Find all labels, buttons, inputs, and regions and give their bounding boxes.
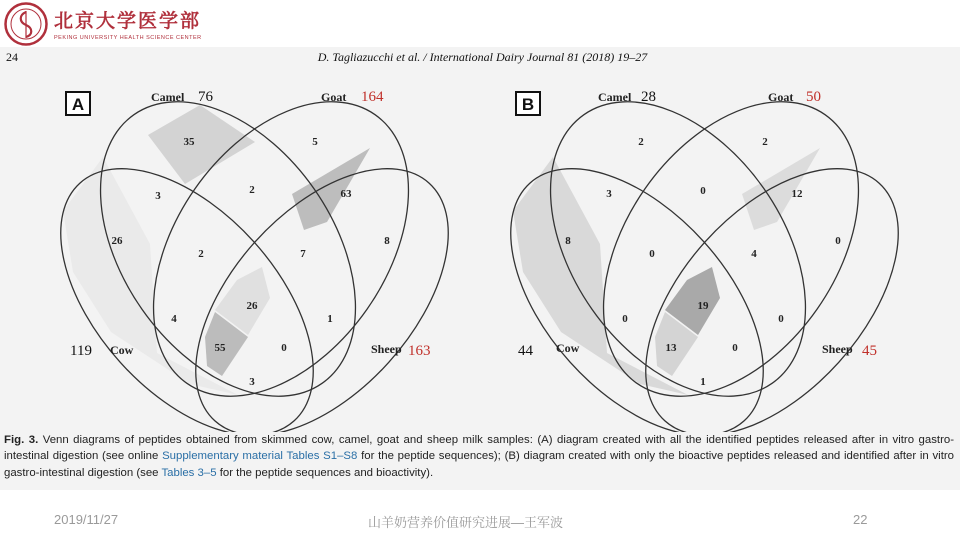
caption-label: Fig. 3. (4, 434, 39, 446)
region-count: 4 (171, 313, 177, 325)
region-count: 0 (622, 313, 628, 325)
set-label-sheep: Sheep (371, 342, 402, 356)
panel-b-letter: B (521, 95, 535, 114)
supplementary-tables-link[interactable]: Supplementary material Tables S1–S8 (162, 450, 358, 463)
set-total-cow: 44 (518, 343, 533, 359)
set-label-sheep: Sheep (822, 342, 853, 356)
caption-text: for the peptide sequences); (B) diagram created with only the bioactive peptides released and identified after in vitro gastro-intestinal digestion (see (4, 450, 954, 479)
footer-date: 2019/11/27 (54, 512, 119, 527)
region-count: 26 (246, 300, 258, 312)
region-count: 12 (791, 188, 803, 200)
region-count: 4 (751, 248, 757, 260)
venn-diagrams (0, 47, 960, 432)
region-count: 7 (300, 248, 306, 260)
set-label-camel: Camel (151, 90, 185, 104)
set-total-goat: 164 (361, 89, 384, 105)
region-count: 0 (778, 313, 784, 325)
set-total-sheep: 163 (408, 343, 431, 359)
venn-panel-a (13, 54, 496, 432)
region-count: 55 (214, 342, 226, 354)
university-seal-icon (4, 2, 48, 46)
region-count: 2 (762, 136, 768, 148)
slide-number: 22 (853, 512, 868, 527)
set-label-goat: Goat (768, 90, 794, 104)
region-count: 26 (111, 235, 123, 247)
region-count: 2 (638, 136, 644, 148)
set-total-goat: 50 (806, 89, 821, 105)
region-count: 0 (649, 248, 655, 260)
figure-caption (4, 432, 954, 481)
region-count: 3 (606, 188, 612, 200)
set-label-camel: Camel (598, 90, 632, 104)
region-count: 0 (281, 342, 287, 354)
region-count: 2 (198, 248, 204, 260)
region-count: 5 (312, 136, 318, 148)
journal-page-number: 24 (6, 50, 18, 64)
set-total-camel: 28 (641, 89, 656, 105)
set-label-goat: Goat (321, 90, 347, 104)
region-count: 2 (249, 184, 255, 196)
caption-text: Venn diagrams of peptides obtained from skimmed cow, camel, goat and sheep milk samples: (A) diagram created with all the identified peptides released after in vitro gastro-intestinal digestion (see online (4, 434, 954, 463)
university-logo (54, 6, 202, 41)
panel-a-letter: A (71, 95, 85, 114)
region-count: 8 (565, 235, 571, 247)
logo-chinese-name: 北京大学医学部 (54, 10, 202, 32)
caption-text: for the peptide sequences and bioactivity). (216, 466, 434, 479)
region-count: 0 (732, 342, 738, 354)
footer-title: 山羊奶营养价值研究进展—王军波 (368, 515, 564, 530)
set-total-camel: 76 (198, 89, 213, 105)
region-count: 0 (700, 185, 706, 197)
region-count: 3 (155, 190, 161, 202)
set-total-cow: 119 (70, 343, 92, 359)
figure-panel (0, 47, 960, 490)
region-count: 19 (697, 300, 709, 312)
logo-english-name: PEKING UNIVERSITY HEALTH SCIENCE CENTER (54, 35, 202, 41)
region-count: 0 (835, 235, 841, 247)
set-label-cow: Cow (556, 341, 580, 355)
region-count: 13 (665, 342, 677, 354)
region-count: 35 (183, 136, 195, 148)
region-count: 8 (384, 235, 390, 247)
set-label-cow: Cow (110, 343, 134, 357)
region-count: 1 (327, 313, 333, 325)
region-count: 1 (700, 376, 706, 388)
region-count: 3 (249, 376, 255, 388)
venn-panel-b (463, 54, 946, 432)
journal-citation: D. Tagliazucchi et al. / International Dairy Journal 81 (2018) 19–27 (317, 50, 648, 64)
tables-link[interactable]: Tables 3–5 (161, 466, 217, 479)
set-total-sheep: 45 (862, 343, 877, 359)
region-count: 63 (340, 188, 352, 200)
